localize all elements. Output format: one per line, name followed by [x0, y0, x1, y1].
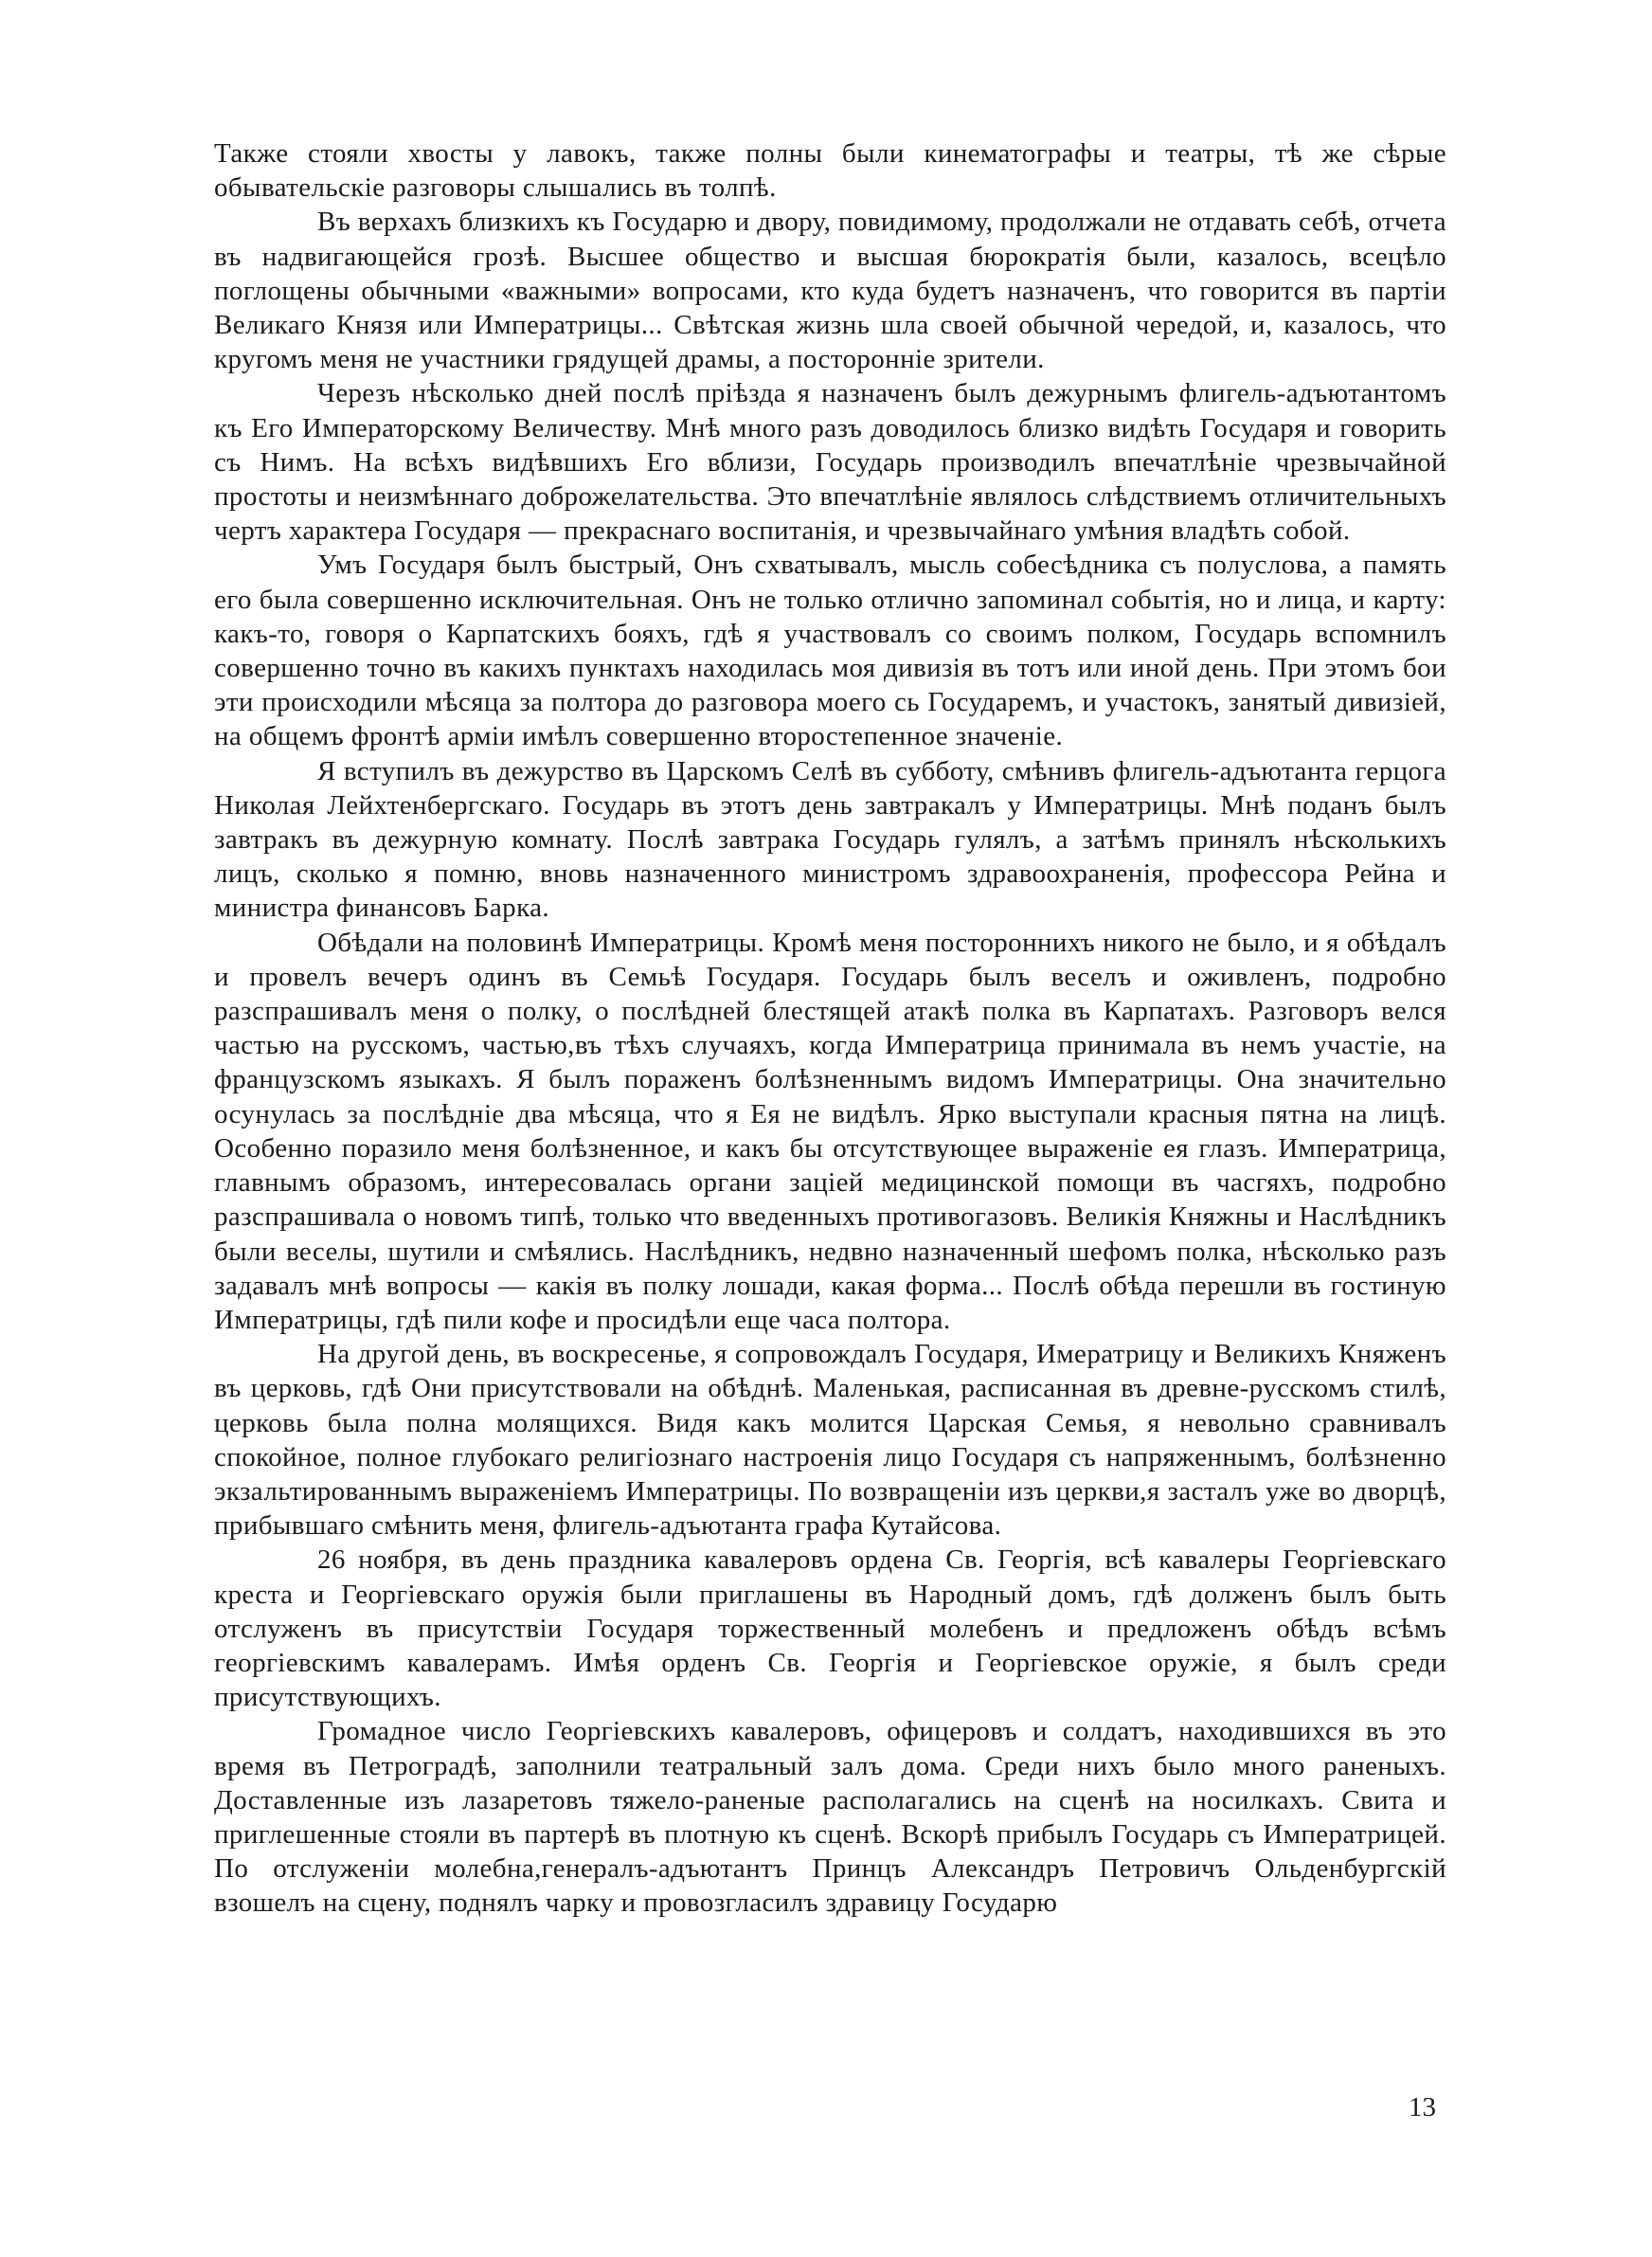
paragraph: Я вступилъ въ дежурство въ Царскомъ Селѣ въ субботу, смѣнивъ флигель-адъютанта герцога Николая Лейхтенбергскаго. Государь въ этотъ день завтракалъ у Императрицы. Мнѣ поданъ былъ завтракъ въ дежурную комнату. Послѣ завтрака Государь гулялъ, а затѣмъ принялъ нѣсколькихъ лицъ, сколько я помню, вновь назначенного министромъ здравоохраненія, профессора Рейна и министра финансовъ Барка.	[214, 755, 1446, 924]
page-number: 13	[1409, 2092, 1436, 2122]
paragraph: Обѣдали на половинѣ Императрицы. Кромѣ меня постороннихъ никого не было, и я обѣдалъ и провелъ вечеръ одинъ въ Семьѣ Государя. Государь былъ веселъ и оживленъ, подробно разспрашивалъ меня о полку, о послѣдней блестящей атакѣ полка въ Карпатахъ. Разговоръ велся частью на русскомъ, частью,въ тѣхъ случаяхъ, когда Императрица принимала въ немъ участіе, на французскомъ языкахъ. Я былъ пораженъ болѣзненнымъ видомъ Императрицы. Она значительно осунулась за послѣдніе два мѣсяца, что я Ея не видѣлъ. Ярко выступали красныя пятна на лицѣ. Особенно поразило меня болѣзненное, и какъ бы отсутствующее выраженіе ея глазъ. Императрица, главнымъ образомъ, интересовалась органи зацiей медицинской помощи въ часгяхъ, подробно разспрашивала о новомъ типѣ, только что введенныхъ противогазовъ. Великія Княжны и Наслѣдникъ были веселы, шутили и смѣялись. Наслѣдникъ, недвно назначенный шефомъ полка, нѣсколько разъ задавалъ мнѣ вопросы — какія въ полку лошади, какая форма... Послѣ обѣда перешли въ гостиную Императрицы, гдѣ пили кофе и просидѣли еще часа полтора.	[214, 927, 1446, 1335]
body-text	[214, 136, 1446, 1921]
paragraph: Умъ Государя былъ быстрый, Онъ схватывалъ, мысль собесѣдника съ полуслова, а память его была совершенно исключительная. Онъ не только отлично запоминал событія, но и лица, и карту: какъ-то, говоря о Карпатскихъ бояхъ, гдѣ я участвовалъ со своимъ полком, Государь вспомнилъ совершенно точно въ какихъ пунктахъ находилась моя дивизія въ тотъ или иной день. При этомъ бои эти происходили мѣсяца за полтора до разговора моего сь Государемъ, и участокъ, занятый дивизіей, на общемъ фронтѣ арміи имѣлъ совершенно второстепенное значеніе.	[214, 550, 1446, 752]
paragraph: Въ верхахъ близкихъ къ Государю и двору, повидимому, продолжали не отдавать себѣ, отчета въ надвигающейся грозѣ. Высшее общество и высшая бюрократія были, казалось, всецѣло поглощены обычными «важными» вопросами, кто куда будетъ назначенъ, что говорится въ партіи Великаго Князя или Императрицы... Свѣтская жизнь шла своей обычной чередой, и, казалось, что кругомъ меня не участники грядущей драмы, а посторонніе зрители.	[214, 207, 1446, 375]
paragraph: Черезъ нѣсколько дней послѣ пріѣзда я назначенъ былъ дежурнымъ флигель-адъютантомъ къ Его Императорскому Величеству. Мнѣ много разъ доводилось близко видѣть Государя и говорить съ Нимъ. На всѣхъ видѣвшихъ Его вблизи, Государь производилъ впечатлѣніе чрезвычайной простоты и неизмѣннаго доброжелательства. Это впечатлѣніе являлось слѣдствиемъ отличительныхъ чертъ характера Государя — прекраснаго воспитанія, и чрезвычайнаго умѣния владѣть собой.	[214, 378, 1446, 547]
paragraph: Также стояли хвосты у лавокъ, также полны были кинематографы и театры, тѣ же сѣрые обывательскіе разговоры слышались въ толпѣ.	[214, 138, 1446, 204]
paragraph: На другой день, въ воскресенье, я сопровождалъ Государя, Имератрицу и Великихъ Княженъ въ церковь, гдѣ Они присутствовали на обѣднѣ. Маленькая, расписанная въ древне-русскомъ стилѣ, церковь была полна молящихся. Видя какъ молится Царская Семья, я невольно сравнивалъ спокойное, полное глубокаго религіознаго настроенія лицо Государя съ напряженнымъ, болѣзненно экзальтированнымъ выраженіемъ Императрицы. По возвращенiи изъ церкви,я засталъ уже во дворцѣ, прибывшаго смѣнить меня, флигель-адъютанта графа Кутайсова.	[214, 1339, 1446, 1542]
paragraph: 26 ноября, въ день праздника кавалеровъ ордена Св. Георгія, всѣ кавалеры Георгіевскаго креста и Георгіевскаго оружія были приглашены въ Народный домъ, гдѣ долженъ былъ быть отслуженъ въ присутствіи Государя торжественный молебенъ и предложенъ обѣдъ всѣмъ георгіевскимъ кавалерамъ. Имѣя орденъ Св. Георгія и Георгіевское оружіе, я былъ среди присутствующихъ.	[214, 1544, 1446, 1713]
paragraph: Громадное число Георгіевскихъ кавалеровъ, офицеровъ и солдатъ, находившихся въ это время въ Петроградѣ, заполнили театральный залъ дома. Среди нихъ было много раненыхъ. Доставленные изъ лазаретовъ тяжело-раненые располагались на сценѣ на носилкахъ. Свита и приглешенные стояли въ партерѣ въ плотную къ сценѣ. Вскорѣ прибылъ Государь съ Императрицей. По отслуженiи молебна,генералъ-адъютантъ Принцъ Александръ Петровичъ Ольденбургскій взошелъ на сцену, поднялъ чарку и провозгласилъ здравицу Государю	[214, 1716, 1446, 1919]
